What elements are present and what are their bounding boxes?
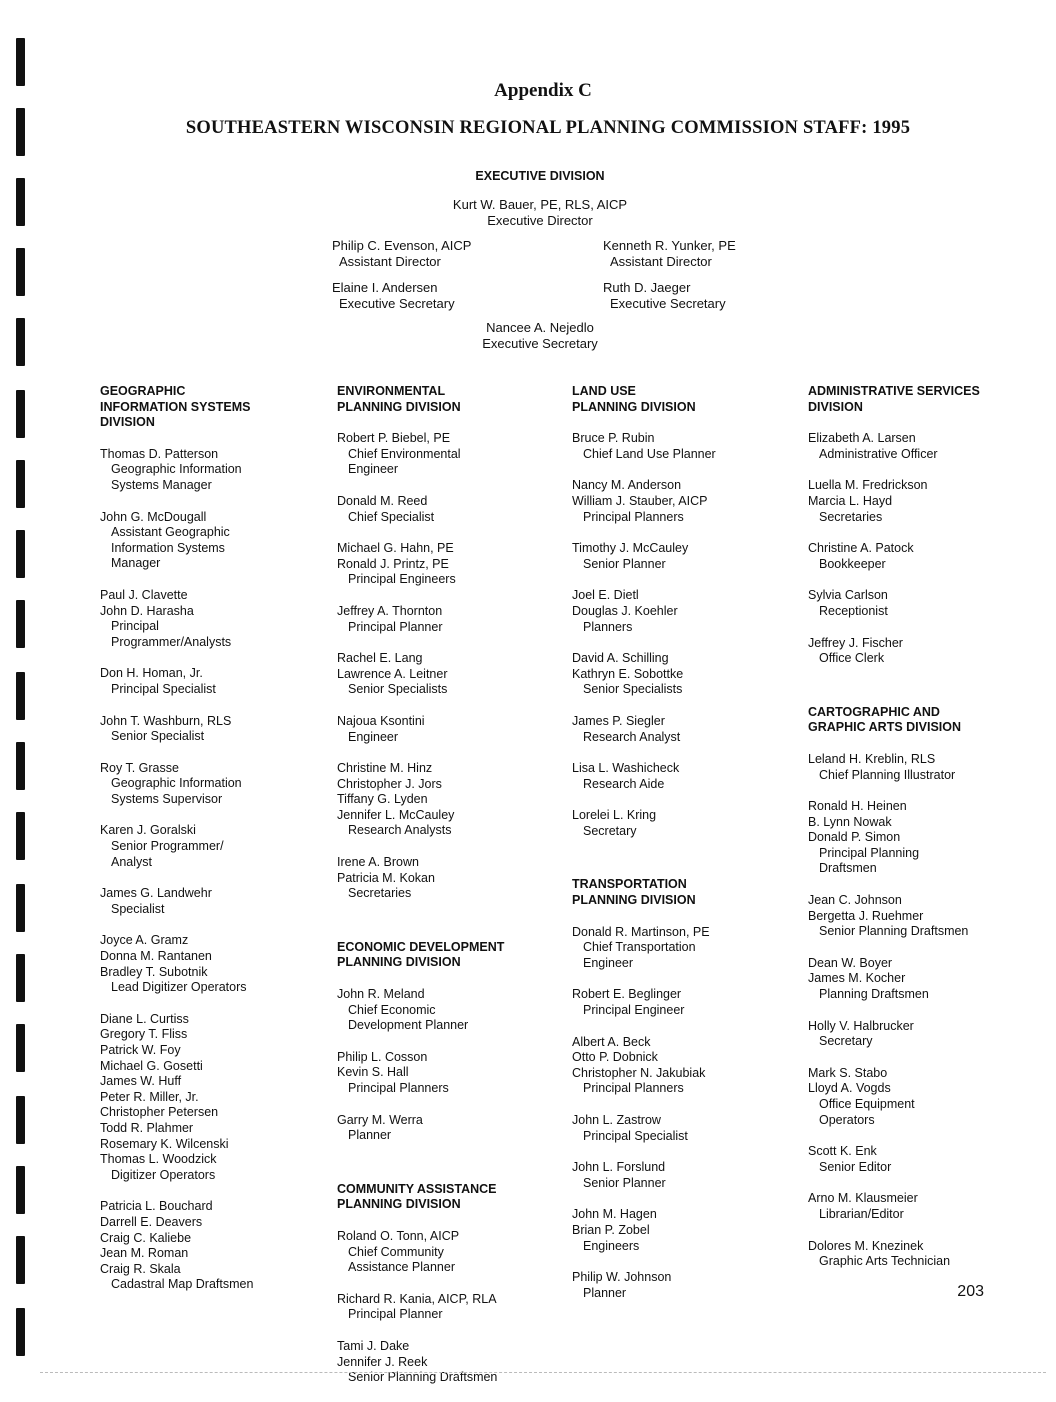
staff-name: Christine M. Hinz: [337, 761, 433, 776]
staff-title: Development Planner: [348, 1018, 469, 1033]
staff-name: Douglas J. Koehler: [572, 603, 678, 618]
staff-name: Joel E. Dietl: [572, 588, 639, 603]
division-title-line: GEOGRAPHIC: [100, 384, 186, 398]
division-title: [100, 384, 325, 431]
staff-name: Lorelei L. Kring: [572, 808, 657, 823]
staff-name: Elaine I. Andersen: [332, 280, 438, 295]
staff-name: John G. McDougall: [100, 509, 207, 524]
staff-name: Najoua Ksontini: [337, 713, 425, 728]
staff-group: [572, 1270, 797, 1301]
division-title-line: DIVISION: [100, 415, 155, 430]
staff-column-1: [100, 384, 325, 1309]
staff-title: Research Analysts: [348, 823, 452, 838]
staff-name: John R. Meland: [337, 987, 425, 1002]
staff-name: Paul J. Clavette: [100, 587, 188, 602]
staff-title: Chief Transportation: [583, 940, 696, 955]
staff-name: Donald R. Martinson, PE: [572, 924, 710, 939]
staff-group: [100, 714, 325, 745]
staff-name: Albert A. Beck: [572, 1034, 651, 1049]
staff-title: Principal Planners: [583, 1081, 684, 1096]
staff-name: Philip W. Johnson: [572, 1270, 672, 1285]
division-section: [337, 384, 562, 902]
division-spacer: [337, 918, 562, 940]
staff-name: Craig C. Kaliebe: [100, 1230, 192, 1245]
executive-secretary-right: [603, 280, 726, 312]
division-title-line: PLANNING DIVISION: [572, 399, 696, 414]
staff-group: [808, 431, 1043, 462]
staff-title: Principal Specialist: [583, 1128, 688, 1143]
staff-title: Planner: [348, 1128, 392, 1143]
staff-group: [100, 666, 325, 697]
binder-hole: [16, 742, 25, 790]
staff-name: Rachel E. Lang: [337, 651, 423, 666]
staff-name: Jennifer J. Reek: [337, 1354, 428, 1369]
staff-name: Patrick W. Foy: [100, 1043, 181, 1057]
staff-name: Ronald H. Heinen: [808, 799, 907, 814]
division-spacer: [572, 855, 797, 877]
staff-group: [808, 636, 1043, 667]
assistant-director-right: [603, 238, 736, 270]
page-number: 203: [957, 1283, 984, 1300]
division-title: [337, 384, 562, 415]
staff-name: Jeffrey A. Thornton: [337, 603, 443, 618]
staff-title: Principal Engineers: [348, 572, 456, 587]
staff-title: Planning Draftsmen: [819, 987, 929, 1002]
staff-title: Office Clerk: [819, 651, 885, 666]
staff-title: Engineer: [348, 462, 399, 477]
staff-name: Timothy J. McCauley: [572, 541, 689, 556]
binder-hole: [16, 954, 25, 1002]
division-title: [572, 877, 797, 908]
staff-name: James W. Huff: [100, 1074, 182, 1089]
staff-name: Tami J. Dake: [337, 1338, 410, 1353]
staff-group: [572, 761, 797, 792]
staff-title: Senior Planner: [583, 556, 666, 571]
staff-group: [337, 1113, 562, 1144]
staff-group: [572, 1113, 797, 1144]
staff-name: Bergetta J. Ruehmer: [808, 908, 924, 923]
staff-title: Principal Engineer: [583, 1003, 685, 1018]
staff-title: Senior Specialists: [583, 682, 683, 697]
binder-hole: [16, 812, 25, 860]
staff-title: Secretary: [819, 1034, 873, 1049]
staff-group: [808, 799, 1043, 877]
staff-name: Donna M. Rantanen: [100, 949, 212, 964]
division-title-line: COMMUNITY ASSISTANCE: [337, 1181, 497, 1196]
staff-title: Research Analyst: [583, 729, 681, 744]
staff-group: [337, 494, 562, 525]
staff-title: Chief Environmental: [348, 446, 461, 461]
executive-secretary-left: [332, 280, 455, 312]
division-title: [572, 384, 797, 415]
staff-group: [337, 651, 562, 698]
staff-name: Dean W. Boyer: [808, 955, 893, 970]
staff-name: Christopher J. Jors: [337, 776, 442, 791]
staff-name: Ruth D. Jaeger: [603, 280, 691, 295]
executive-director: [0, 197, 1056, 229]
division-title: [337, 1182, 562, 1213]
staff-title: Programmer/Analysts: [111, 634, 232, 649]
staff-group: [100, 1199, 325, 1293]
staff-name: Donald M. Reed: [337, 493, 428, 508]
staff-group: [808, 1191, 1043, 1222]
staff-group: [808, 1019, 1043, 1050]
binder-hole: [16, 460, 25, 508]
staff-group: [100, 886, 325, 917]
staff-column-3: [572, 384, 797, 1317]
staff-title: Specialist: [111, 901, 165, 916]
division-title-line: GRAPHIC ARTS DIVISION: [808, 720, 962, 735]
binder-hole: [16, 600, 25, 648]
staff-name: Michael G. Hahn, PE: [337, 541, 454, 556]
staff-name: William J. Stauber, AICP: [572, 493, 708, 508]
binder-hole: [16, 38, 25, 86]
binder-hole: [16, 390, 25, 438]
division-title-line: INFORMATION SYSTEMS: [100, 399, 251, 414]
staff-group: [572, 588, 797, 635]
staff-name: Arno M. Klausmeier: [808, 1191, 918, 1206]
staff-group: [337, 1229, 562, 1276]
staff-name: Lawrence A. Leitner: [337, 666, 448, 681]
staff-title: Chief Community: [348, 1244, 444, 1259]
staff-name: Bruce P. Rubin: [572, 431, 655, 446]
staff-name: Elizabeth A. Larsen: [808, 431, 916, 446]
staff-name: Jean M. Roman: [100, 1246, 189, 1261]
staff-title: Draftsmen: [819, 861, 877, 876]
staff-title: Executive Secretary: [482, 336, 598, 351]
staff-name: Christopher N. Jakubiak: [572, 1065, 706, 1080]
staff-name: Leland H. Kreblin, RLS: [808, 751, 936, 766]
staff-title: Secretary: [583, 823, 637, 838]
staff-name: Scott K. Enk: [808, 1144, 877, 1159]
staff-name: John T. Washburn, RLS: [100, 713, 232, 728]
staff-name: Christine A. Patock: [808, 541, 914, 556]
staff-group: [808, 752, 1043, 783]
division-section: [337, 940, 562, 1144]
division-title-line: PLANNING DIVISION: [337, 1197, 461, 1212]
division-section: [808, 705, 1043, 1270]
staff-title: Research Aide: [583, 776, 665, 791]
staff-group: [100, 1012, 325, 1184]
staff-title: Senior Planning Draftsmen: [348, 1370, 498, 1385]
division-spacer: [808, 683, 1043, 705]
staff-name: Tiffany G. Lyden: [337, 792, 428, 807]
staff-name: Richard R. Kania, AICP, RLA: [337, 1291, 497, 1306]
staff-title: Principal Planners: [348, 1081, 449, 1095]
staff-title: Assistant Director: [610, 254, 712, 269]
staff-title: Cadastral Map Draftsmen: [111, 1277, 254, 1292]
division-title-line: PLANNING DIVISION: [337, 955, 461, 970]
staff-title: Secretaries: [819, 509, 883, 524]
staff-title: Geographic Information: [111, 462, 242, 477]
staff-title: Executive Secretary: [610, 296, 726, 311]
staff-name: Mark S. Stabo: [808, 1065, 888, 1080]
staff-name: Darrell E. Deavers: [100, 1214, 203, 1229]
staff-name: Marcia L. Hayd: [808, 493, 893, 508]
staff-group: [100, 823, 325, 870]
staff-name: Robert E. Beglinger: [572, 987, 682, 1002]
staff-title: Principal Planning: [819, 845, 920, 860]
binder-hole: [16, 1024, 25, 1072]
staff-title: Systems Manager: [111, 477, 212, 492]
staff-group: [100, 588, 325, 650]
staff-title: Operators: [819, 1112, 875, 1127]
staff-name: B. Lynn Nowak: [808, 814, 892, 829]
division-section: [572, 877, 797, 1301]
staff-name: Michael G. Gosetti: [100, 1058, 203, 1073]
staff-title: Principal: [111, 619, 159, 634]
division-title-line: LAND USE: [572, 384, 636, 398]
binder-hole: [16, 1096, 25, 1144]
staff-title: Office Equipment: [819, 1097, 915, 1111]
staff-name: Patricia M. Kokan: [337, 870, 435, 885]
staff-title: Chief Specialist: [348, 509, 435, 524]
staff-title: Senior Planner: [583, 1175, 666, 1190]
division-section: [100, 384, 325, 1293]
division-title-line: DIVISION: [808, 399, 863, 414]
assistant-director-left: [332, 238, 471, 270]
staff-group: [572, 1160, 797, 1191]
staff-group: [572, 987, 797, 1018]
staff-name: Philip L. Cosson: [337, 1049, 428, 1064]
staff-title: Principal Planners: [583, 509, 684, 524]
staff-group: [572, 1207, 797, 1254]
staff-title: Engineers: [583, 1238, 640, 1253]
staff-title: Executive Secretary: [339, 296, 455, 311]
staff-title: Information Systems: [111, 540, 225, 555]
staff-group: [808, 478, 1043, 525]
staff-title: Principal Planner: [348, 1307, 443, 1322]
staff-name: Jean C. Johnson: [808, 893, 902, 908]
division-title-line: ENVIRONMENTAL: [337, 384, 446, 398]
staff-title: Graphic Arts Technician: [819, 1254, 951, 1269]
staff-title: Senior Programmer/: [111, 839, 224, 854]
staff-name: Sylvia Carlson: [808, 588, 888, 603]
staff-title: Systems Supervisor: [111, 791, 223, 806]
staff-title: Senior Planning Draftsmen: [819, 924, 969, 939]
staff-name: Kevin S. Hall: [337, 1065, 409, 1080]
staff-name: Todd R. Plahmer: [100, 1120, 194, 1135]
division-title: [808, 705, 1043, 736]
staff-group: [337, 1292, 562, 1323]
staff-name: Nancee A. Nejedlo: [486, 320, 594, 335]
staff-name: Peter R. Miller, Jr.: [100, 1089, 199, 1104]
staff-name: Joyce A. Gramz: [100, 933, 189, 948]
staff-name: Garry M. Werra: [337, 1112, 423, 1127]
staff-title: Manager: [111, 556, 161, 571]
staff-title: Assistant Director: [339, 254, 441, 269]
staff-group: [337, 855, 562, 902]
staff-name: James P. Siegler: [572, 713, 665, 728]
binder-hole: [16, 672, 25, 720]
staff-column-4: [808, 384, 1043, 1286]
staff-group: [808, 541, 1043, 572]
staff-group: [337, 431, 562, 478]
staff-name: Irene A. Brown: [337, 855, 419, 870]
staff-title: Engineer: [348, 729, 399, 744]
staff-title: Principal Specialist: [111, 681, 216, 696]
binder-hole: [16, 1308, 25, 1356]
staff-name: James G. Landwehr: [100, 886, 212, 901]
division-title-line: ECONOMIC DEVELOPMENT: [337, 939, 505, 954]
division-title: [337, 940, 562, 971]
staff-name: Lloyd A. Vogds: [808, 1081, 891, 1096]
staff-name: Patricia L. Bouchard: [100, 1199, 213, 1214]
binder-hole: [16, 530, 25, 578]
staff-title: Principal Planner: [348, 619, 443, 634]
staff-name: Thomas L. Woodzick: [100, 1152, 217, 1167]
staff-group: [100, 761, 325, 808]
staff-group: [337, 761, 562, 839]
binder-hole: [16, 1236, 25, 1284]
staff-name: David A. Schilling: [572, 651, 669, 666]
staff-name: Nancy M. Anderson: [572, 478, 682, 493]
staff-name: Brian P. Zobel: [572, 1222, 650, 1237]
staff-title: Lead Digitizer Operators: [111, 980, 247, 995]
staff-name: Karen J. Goralski: [100, 823, 196, 838]
staff-name: Ronald J. Printz, PE: [337, 556, 449, 571]
division-title-line: ADMINISTRATIVE SERVICES: [808, 384, 980, 398]
staff-group: [572, 478, 797, 525]
staff-group: [572, 925, 797, 972]
staff-group: [572, 714, 797, 745]
division-section: [337, 1182, 562, 1386]
staff-group: [572, 651, 797, 698]
staff-name: Kurt W. Bauer, PE, RLS, AICP: [452, 197, 628, 212]
staff-title: Receptionist: [819, 603, 888, 618]
staff-name: Christopher Petersen: [100, 1105, 219, 1120]
staff-name: Kathryn E. Sobottke: [572, 666, 684, 681]
staff-name: John L. Zastrow: [572, 1113, 661, 1127]
staff-title: Senior Specialists: [348, 682, 448, 697]
staff-group: [808, 956, 1043, 1003]
staff-title: Bookkeeper: [819, 556, 886, 571]
staff-group: [572, 431, 797, 462]
staff-title: Senior Editor: [819, 1159, 892, 1174]
staff-name: Luella M. Fredrickson: [808, 478, 928, 493]
staff-title: Administrative Officer: [819, 446, 938, 461]
staff-name: John M. Hagen: [572, 1207, 657, 1222]
staff-name: Roy T. Grasse: [100, 760, 179, 775]
staff-name: John D. Harasha: [100, 603, 194, 618]
staff-name: James M. Kocher: [808, 971, 906, 986]
staff-name: Bradley T. Subotnik: [100, 964, 208, 979]
staff-name: Kenneth R. Yunker, PE: [603, 238, 736, 253]
division-section: [808, 384, 1043, 667]
staff-title: Digitizer Operators: [111, 1167, 216, 1182]
staff-group: [337, 604, 562, 635]
staff-group: [337, 714, 562, 745]
staff-group: [337, 1050, 562, 1097]
executive-division-heading: EXECUTIVE DIVISION: [475, 169, 605, 183]
staff-group: [337, 987, 562, 1034]
binder-hole: [16, 884, 25, 932]
staff-name: Lisa L. Washicheck: [572, 761, 680, 776]
division-title-line: PLANNING DIVISION: [572, 893, 696, 908]
staff-name: Thomas D. Patterson: [100, 446, 219, 461]
staff-group: [808, 1239, 1043, 1270]
staff-title: Planners: [583, 619, 633, 634]
staff-group: [808, 1144, 1043, 1175]
staff-title: Chief Planning Illustrator: [819, 767, 956, 782]
executive-secretary-center: [0, 320, 1056, 352]
staff-name: John L. Forslund: [572, 1160, 666, 1175]
staff-name: Philip C. Evenson, AICP: [332, 238, 472, 253]
binder-hole: [16, 1166, 25, 1214]
staff-name: Robert P. Biebel, PE: [337, 431, 451, 446]
staff-name: Craig R. Skala: [100, 1261, 181, 1276]
staff-group: [100, 510, 325, 572]
staff-title: Executive Director: [487, 213, 593, 228]
staff-group: [572, 1035, 797, 1097]
division-title-line: CARTOGRAPHIC AND: [808, 704, 940, 719]
staff-name: Roland O. Tonn, AICP: [337, 1228, 460, 1243]
division-section: [572, 384, 797, 839]
staff-group: [337, 541, 562, 588]
staff-title: Secretaries: [348, 886, 412, 901]
staff-group: [100, 933, 325, 995]
division-title-line: TRANSPORTATION: [572, 877, 687, 892]
staff-title: Analyst: [111, 854, 152, 869]
staff-column-2: [337, 384, 562, 1402]
staff-name: Otto P. Dobnick: [572, 1050, 658, 1065]
staff-name: Holly V. Halbrucker: [808, 1018, 914, 1033]
staff-name: Don H. Homan, Jr.: [100, 666, 203, 681]
staff-title: Senior Specialist: [111, 729, 205, 744]
staff-name: Dolores M. Knezinek: [808, 1238, 924, 1253]
staff-name: Jennifer L. McCauley: [337, 807, 455, 822]
document-title: SOUTHEASTERN WISCONSIN REGIONAL PLANNING COMMISSION STAFF: 1995: [185, 118, 911, 138]
staff-group: [100, 447, 325, 494]
division-title: [808, 384, 1043, 415]
staff-group: [808, 1066, 1043, 1128]
page-bottom-edge: [40, 1372, 1046, 1373]
staff-title: Assistant Geographic: [111, 525, 230, 540]
staff-name: Jeffrey J. Fischer: [808, 635, 903, 650]
appendix-heading: Appendix C: [494, 80, 592, 101]
staff-group: [572, 808, 797, 839]
staff-title: Chief Land Use Planner: [583, 446, 716, 461]
staff-title: Assistance Planner: [348, 1260, 456, 1275]
staff-name: Rosemary K. Wilcenski: [100, 1136, 229, 1151]
staff-title: Engineer: [583, 955, 634, 970]
staff-group: [337, 1339, 562, 1386]
staff-title: Planner: [583, 1285, 627, 1300]
binder-hole: [16, 108, 25, 156]
staff-name: Diane L. Curtiss: [100, 1011, 189, 1026]
staff-group: [572, 541, 797, 572]
staff-title: Librarian/Editor: [819, 1206, 904, 1221]
division-spacer: [337, 1160, 562, 1182]
staff-title: Chief Economic: [348, 1002, 436, 1017]
binder-hole: [16, 248, 25, 296]
staff-name: Gregory T. Fliss: [100, 1027, 188, 1042]
staff-title: Geographic Information: [111, 776, 242, 791]
division-title-line: PLANNING DIVISION: [337, 399, 461, 414]
staff-group: [808, 893, 1043, 940]
staff-group: [808, 588, 1043, 619]
staff-name: Donald P. Simon: [808, 830, 901, 845]
